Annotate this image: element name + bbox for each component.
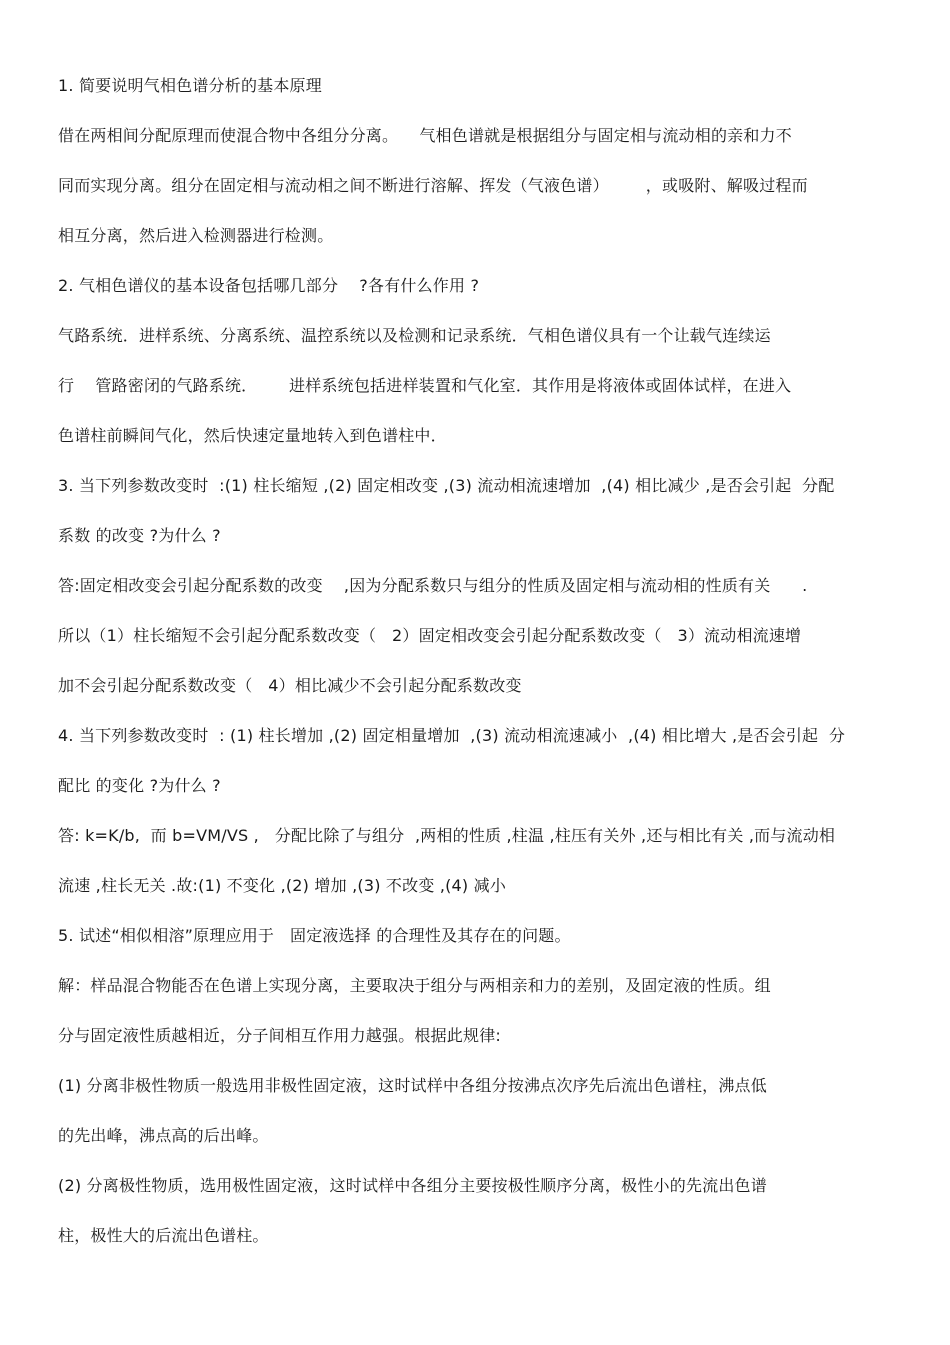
answer-3-line-1: 答:固定相改变会引起分配系数的改变 ,因为分配系数只与组分的性质及固定相与流动相的性质有关 . [58,576,808,595]
answer-2-line-2: 行 管路密闭的气路系统． 进样系统包括进样装置和气化室．其作用是将液体或固体试样，在进入 [58,376,792,395]
question-3-line-2: 系数 的改变 ?为什么 ? [58,526,221,545]
answer-4-line-1: 答: k=K/b, 而 b=VM/VS , 分配比除了与组分 ,两相的性质 ,柱温 ,柱压有关外 ,还与相比有关 ,而与流动相 [58,826,836,845]
answer-1-line-3: 相互分离，然后进入检测器进行检测。 [58,226,334,245]
question-1-title: 1. 简要说明气相色谱分析的基本原理 [58,76,322,95]
question-4-line-2: 配比 的变化 ?为什么 ? [58,776,221,795]
answer-3-line-2: 所以（1）柱长缩短不会引起分配系数改变（ 2）固定相改变会引起分配系数改变（ 3）流动相流速增 [58,626,802,645]
answer-4-line-2: 流速 ,柱长无关 .故:(1) 不变化 ,(2) 增加 ,(3) 不改变 ,(4) 减小 [58,876,507,895]
answer-5-line-1: 解：样品混合物能否在色谱上实现分离，主要取决于组分与两相亲和力的差别，及固定液的性质。组 [58,976,771,995]
answer-5-item-2-line-2: 柱，极性大的后流出色谱柱。 [58,1226,269,1245]
answer-5-item-1-line-1: (1) 分离非极性物质一般选用非极性固定液，这时试样中各组分按沸点次序先后流出色谱柱，沸点低 [58,1076,767,1095]
answer-5-item-1-line-2: 的先出峰，沸点高的后出峰。 [58,1126,269,1145]
question-4-line-1: 4. 当下列参数改变时 : (1) 柱长增加 ,(2) 固定相量增加 ,(3) 流动相流速减小 ,(4) 相比增大 ,是否会引起 分 [58,726,846,745]
answer-1-line-1: 借在两相间分配原理而使混合物中各组分分离。 气相色谱就是根据组分与固定相与流动相的亲和力不 [58,126,792,145]
answer-2-line-3: 色谱柱前瞬间气化，然后快速定量地转入到色谱柱中． [58,426,447,445]
question-2-title: 2. 气相色谱仪的基本设备包括哪几部分 ?各有什么作用 ? [58,276,480,295]
answer-1-line-2: 同而实现分离。组分在固定相与流动相之间不断进行溶解、挥发（气液色谱） ，或吸附、解吸过程而 [58,176,808,195]
answer-3-line-3: 加不会引起分配系数改变（ 4）相比减少不会引起分配系数改变 [58,676,522,695]
answer-5-line-2: 分与固定液性质越相近，分子间相互作用力越强。根据此规律: [58,1026,501,1045]
answer-5-item-2-line-1: (2) 分离极性物质，选用极性固定液，这时试样中各组分主要按极性顺序分离，极性小的先流出色谱 [58,1176,767,1195]
question-5-title: 5. 试述“相似相溶”原理应用于 固定液选择 的合理性及其存在的问题。 [58,926,571,945]
answer-2-line-1: 气路系统．进样系统、分离系统、温控系统以及检测和记录系统．气相色谱仪具有一个让载气连续运 [58,326,771,345]
question-3-line-1: 3. 当下列参数改变时 :(1) 柱长缩短 ,(2) 固定相改变 ,(3) 流动相流速增加 ,(4) 相比减少 ,是否会引起 分配 [58,476,835,495]
